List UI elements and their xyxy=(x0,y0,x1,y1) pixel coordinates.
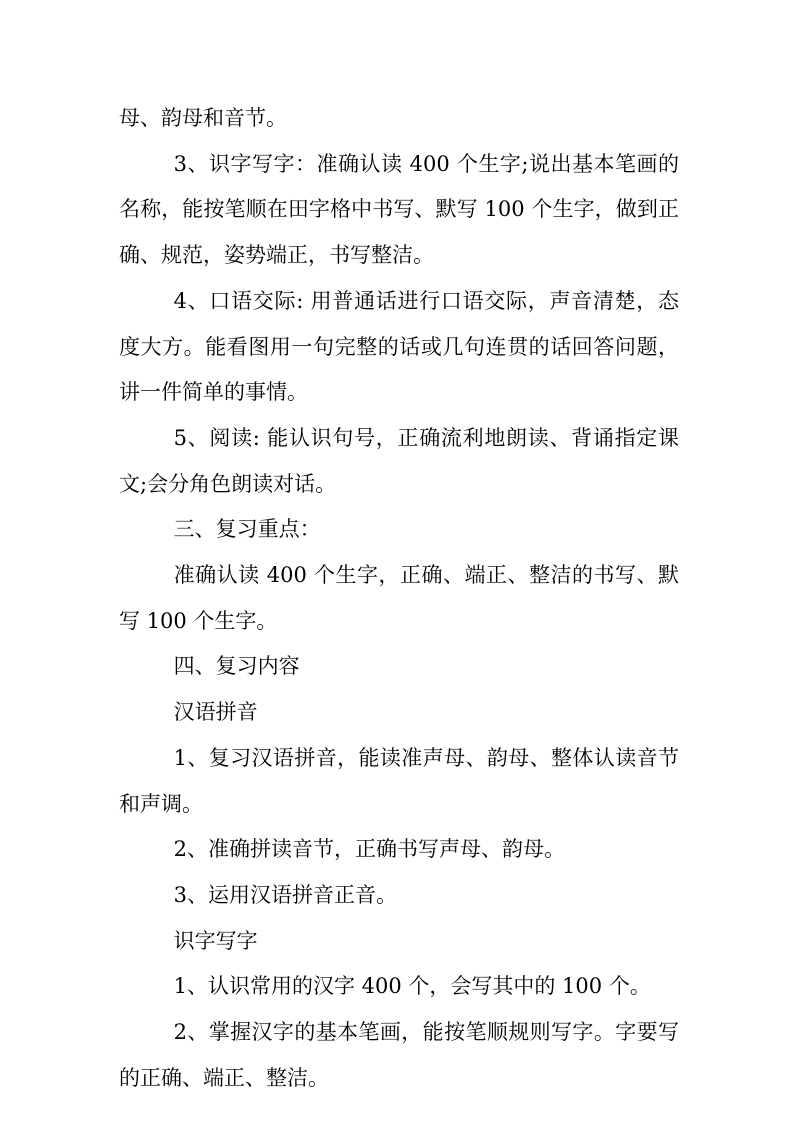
subsection-heading: 汉语拼音 xyxy=(173,700,258,725)
paragraph: 1、认识常用的汉字 400 个，会写其中的 100 个。 xyxy=(173,974,651,999)
document-body xyxy=(119,96,679,1101)
paragraph: 4、口语交际: 用普通话进行口语交际，声音清楚，态度大方。能看图用一句完整的话或几句连贯的话回答问题，讲一件简单的事情。 xyxy=(119,288,679,405)
paragraph: 1、复习汉语拼音，能读准声母、韵母、整体认读音节和声调。 xyxy=(119,745,679,816)
paragraph: 2、准确拼读音节，正确书写声母、韵母。 xyxy=(173,837,565,862)
subsection-heading: 识字写字 xyxy=(173,928,258,953)
paragraph: 3、运用汉语拼音正音。 xyxy=(173,882,397,907)
paragraph: 母、韵母和音节。 xyxy=(119,106,287,130)
paragraph: 5、阅读: 能认识句号，正确流利地朗读、背诵指定课文;会分角色朗读对话。 xyxy=(119,425,679,496)
section-heading: 三、复习重点： xyxy=(173,517,321,542)
paragraph: 准确认读 400 个生字，正确、端正、整洁的书写、默写 100 个生字。 xyxy=(119,563,679,633)
paragraph: 3、识字写字：准确认读 400 个生字;说出基本笔画的名称，能按笔顺在田字格中书写、默写 100 个生字，做到正确、规范，姿势端正，书写整洁。 xyxy=(119,151,679,268)
paragraph: 2、掌握汉字的基本笔画，能按笔顺规则写字。字要写的正确、端正、整洁。 xyxy=(119,1020,679,1090)
section-heading: 四、复习内容 xyxy=(173,654,300,679)
